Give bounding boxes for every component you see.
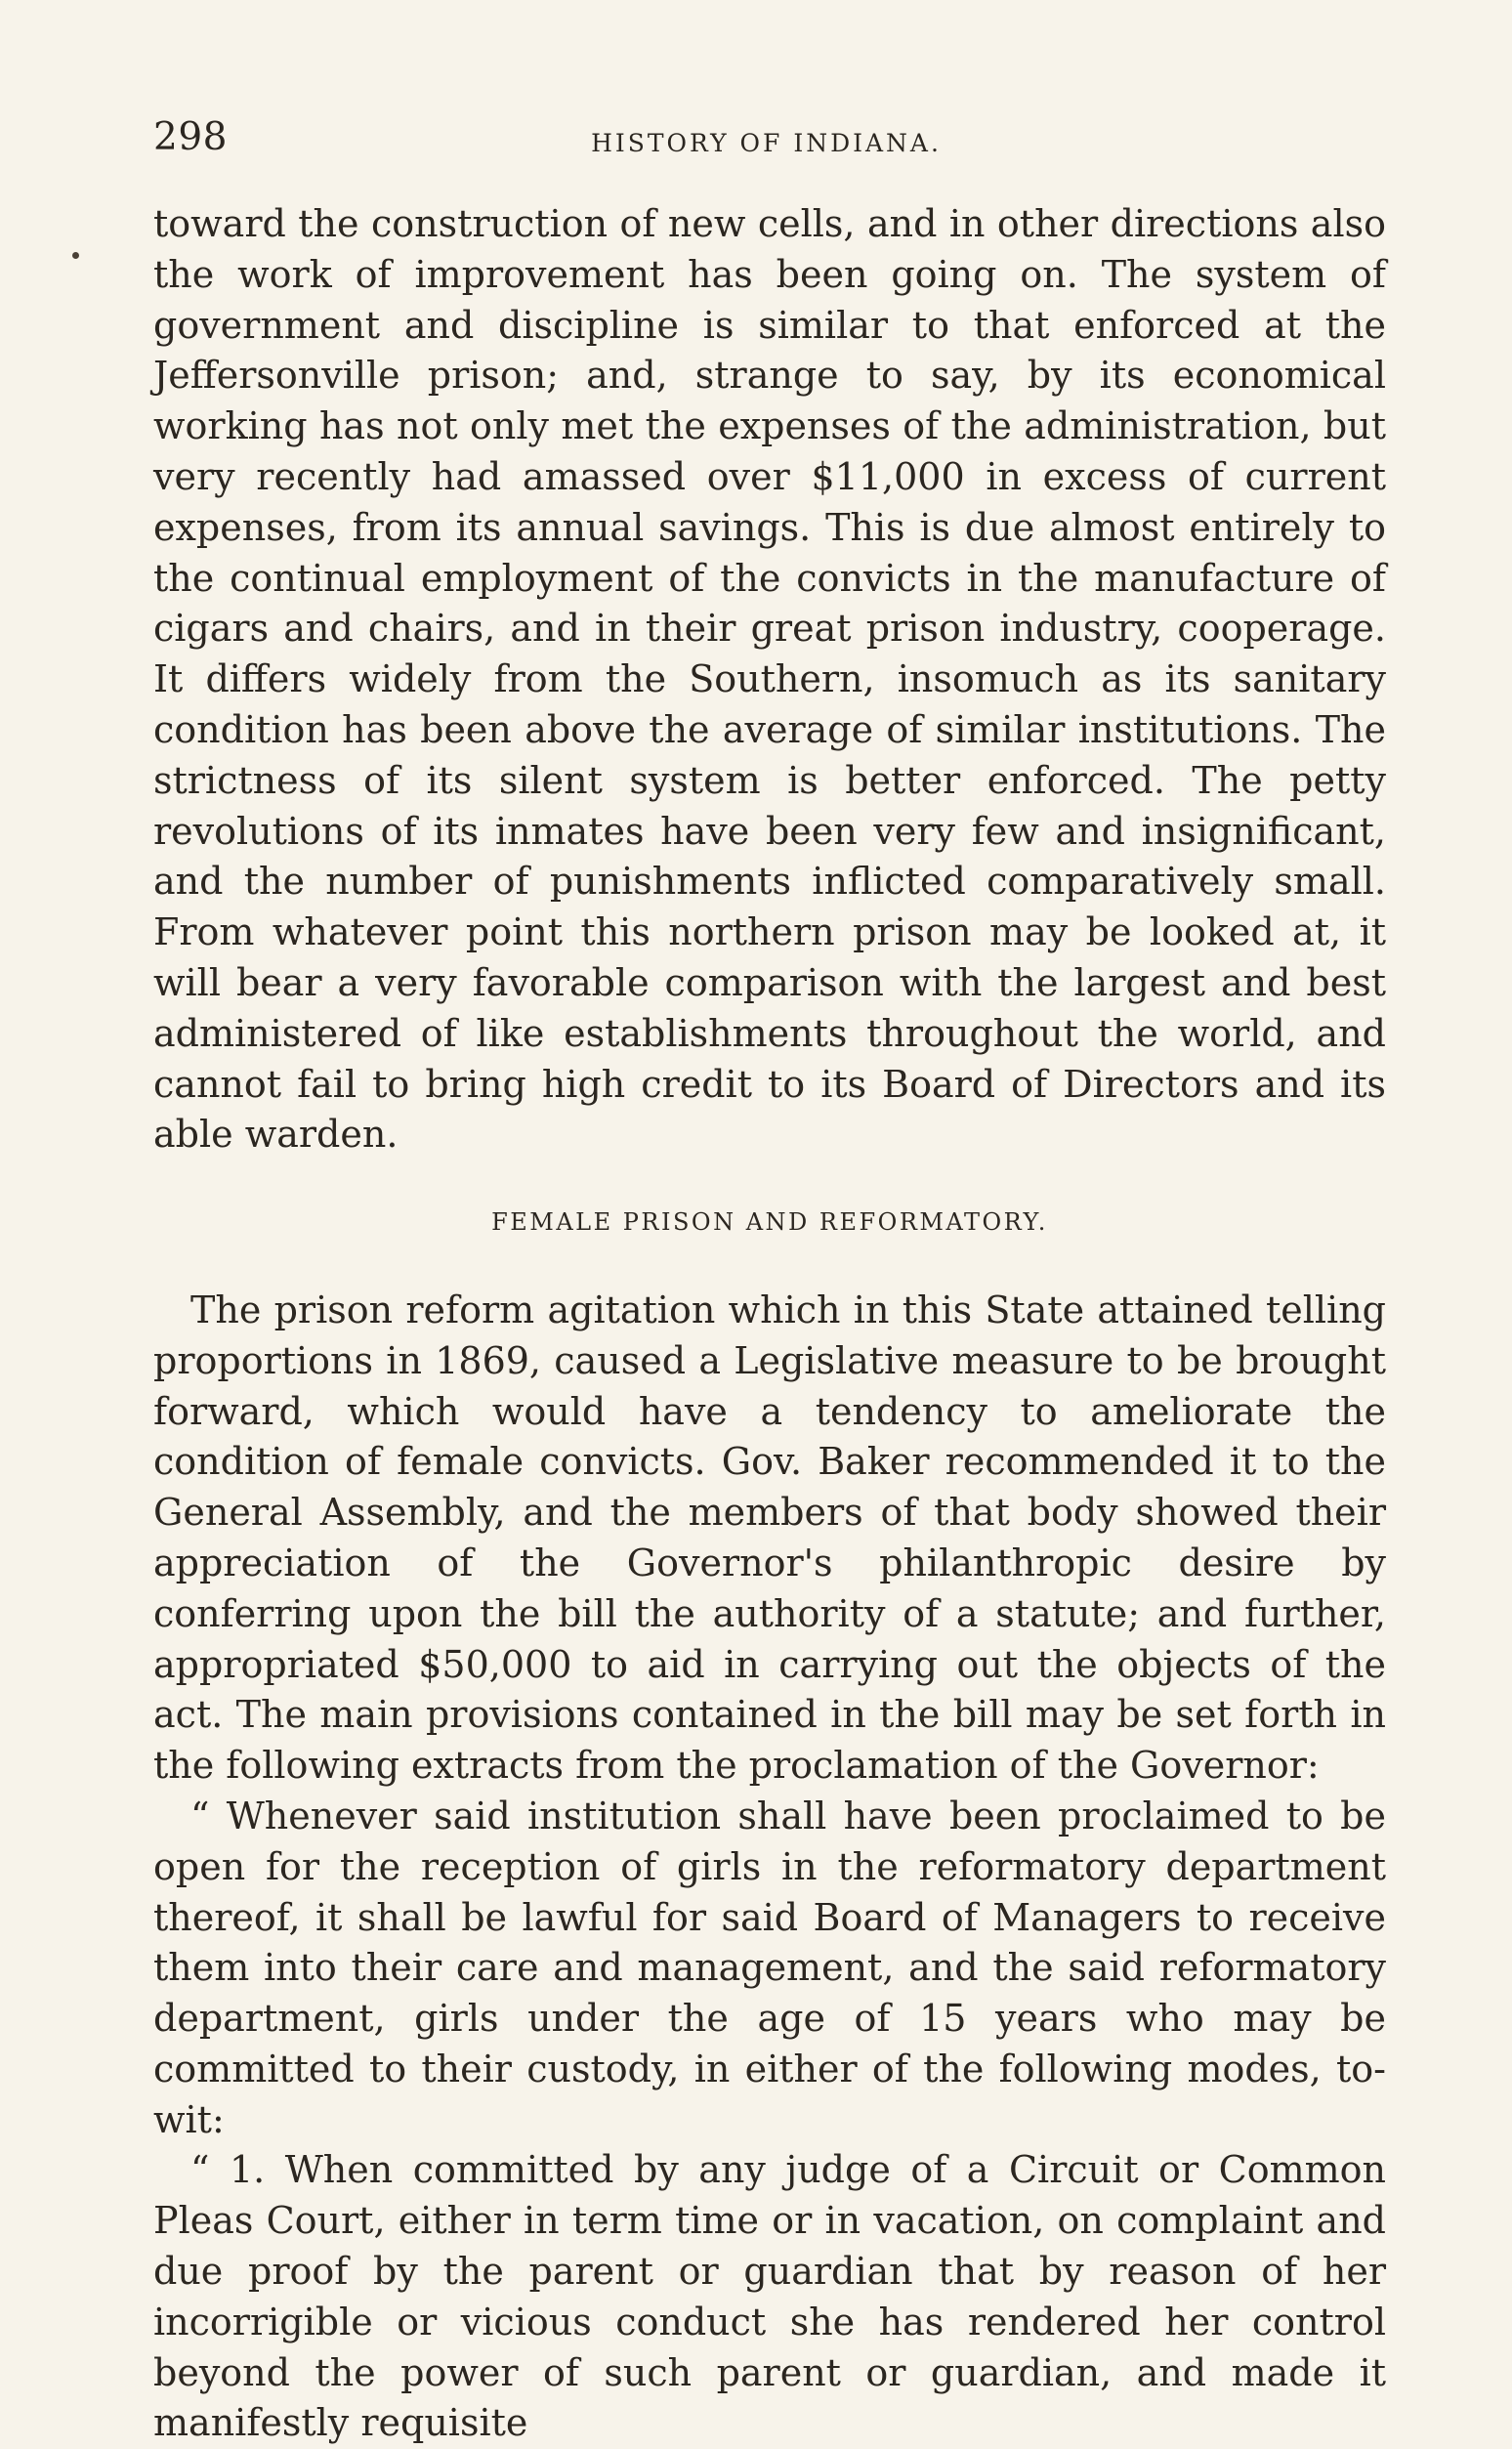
running-head: HISTORY OF INDIANA. xyxy=(591,129,942,157)
page-header xyxy=(153,115,1379,174)
continuation-paragraph: toward the construction of new cells, and in other directions also the work of improvement has been going on. The system of government and discipline is similar to that enforced at the Jeffersonville prison; and, strange to say, by its economical working has not only met the expenses of the administration, but very recently had amassed over $11,000 in excess of current expenses, from its annual savings. This is due almost entirely to the continual employment of the convicts in the manufacture of cigars and chairs, and in their great prison industry, cooperage. It differs widely from the Southern, insomuch as its sanitary condition has been above the average of similar institutions. The strictness of its silent system is better enforced. The petty revolutions of its inmates have been very few and insignificant, and the number of punishments inflicted comparatively small. From whatever point this northern prison may be looked at, it will bear a very favorable comparison with the largest and best administered of like establishments throughout the world, and cannot fail to bring high credit to its Board of Directors and its able warden. xyxy=(153,202,1386,1157)
paragraph-prison-reform: The prison reform agitation which in this State attained telling proportions in 1869, caused a Legislative measure to be brought forward, which would have a tendency to ameliorate the condition of female convicts. Gov. Baker recommended it to the General Assembly, and the members of that body showed their appreciation of the Governor's philanthropic desire by conferring upon the bill the authority of a statute; and further, appropriated $50,000 to aid in carrying out the objects of the act. The main provisions contained in the bill may be set forth in the following extracts from the proclamation of the Governor: xyxy=(153,1288,1386,1788)
page-number: 298 xyxy=(153,115,228,159)
body-text xyxy=(153,199,1386,2449)
paragraph-mode-one: “ 1. When committed by any judge of a Circuit or Common Pleas Court, either in term time or in vacation, on complaint and due proof by the parent or guardian that by reason of her incorrigible or vicious conduct she has rendered her control beyond the power of such parent or guardian, and made it manifestly requisite xyxy=(153,2148,1386,2445)
print-speck xyxy=(72,252,79,259)
paragraph-proclamation-quote: “ Whenever said institution shall have been proclaimed to be open for the reception of girls in the reformatory department thereof, it shall be lawful for said Board of Managers to receive them into their care and management, and the said reformatory department, girls under the age of 15 years who may be committed to their custody, in either of the following modes, to-wit: xyxy=(153,1794,1386,2141)
section-heading: FEMALE PRISON AND REFORMATORY. xyxy=(491,1208,1048,1237)
